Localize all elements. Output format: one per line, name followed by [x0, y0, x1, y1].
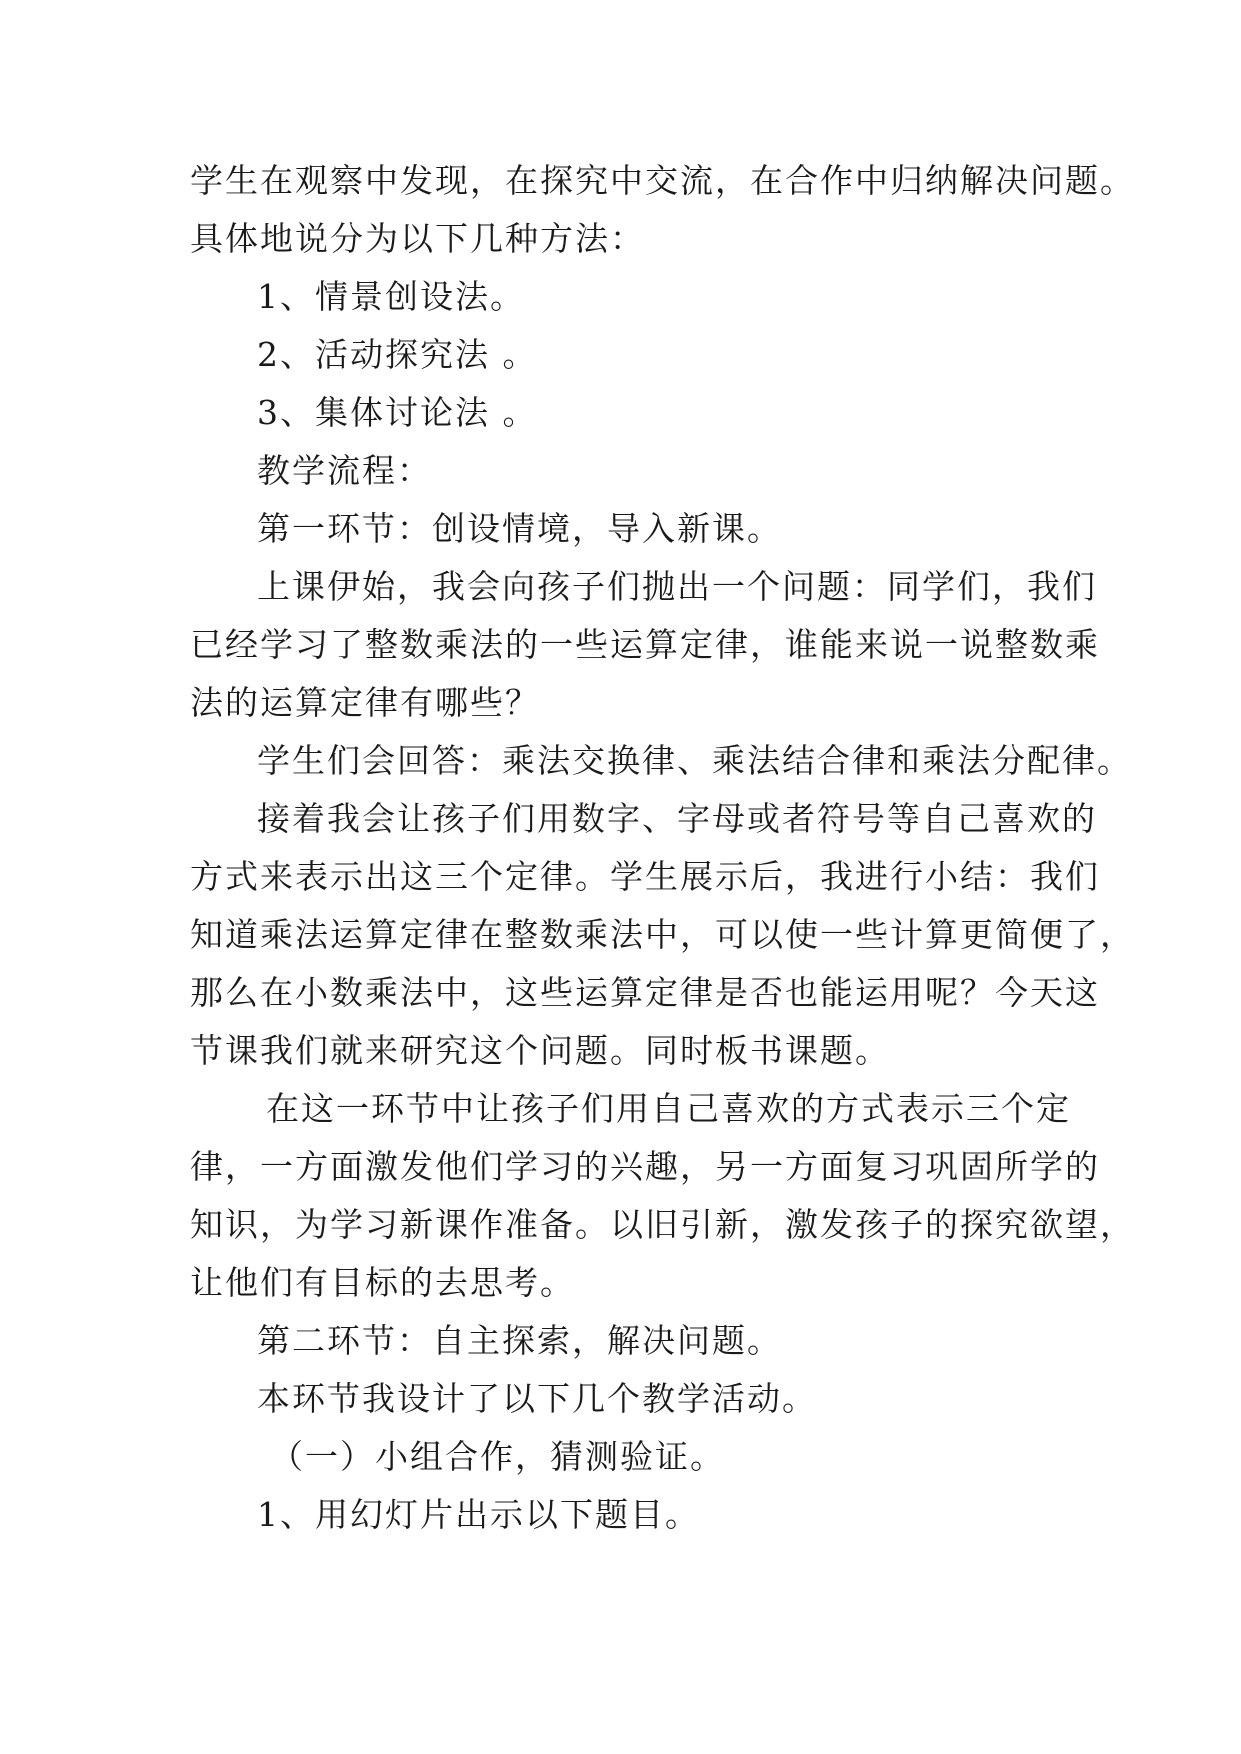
method-item-1: 1、情景创设法。 — [257, 277, 525, 316]
text-line: 已经学习了整数乘法的一些运算定律，谁能来说一说整数乘 — [190, 625, 1100, 664]
text-line: 1、用幻灯片出示以下题目。 — [257, 1495, 700, 1534]
text-line: 知道乘法运算定律在整数乘法中，可以使一些计算更简便了， — [190, 915, 1135, 954]
text-line: 法的运算定律有哪些？ — [190, 683, 540, 722]
text-line: 节课我们就来研究这个问题。同时板书课题。 — [190, 1031, 890, 1070]
method-item-3: 3、集体讨论法 。 — [257, 393, 538, 432]
text-line: 方式来表示出这三个定律。学生展示后，我进行小结：我们 — [190, 857, 1100, 896]
text-line: 本环节我设计了以下几个教学活动。 — [257, 1379, 817, 1418]
text-line: 那么在小数乘法中，这些运算定律是否也能运用呢？今天这 — [190, 973, 1100, 1012]
text-line: 学生们会回答：乘法交换律、乘法结合律和乘法分配律。 — [257, 741, 1132, 780]
text-line: 知识，为学习新课作准备。以旧引新，激发孩子的探究欲望， — [190, 1205, 1135, 1244]
stage-heading-2: 第二环节：自主探索，解决问题。 — [257, 1321, 782, 1360]
text-line: 上课伊始，我会向孩子们抛出一个问题：同学们，我们 — [257, 567, 1097, 606]
text-line: 接着我会让孩子们用数字、字母或者符号等自己喜欢的 — [257, 799, 1097, 838]
text-line: 让他们有目标的去思考。 — [190, 1263, 575, 1302]
section-heading: 教学流程： — [257, 451, 432, 490]
stage-heading-1: 第一环节：创设情境，导入新课。 — [257, 509, 782, 548]
text-line: 具体地说分为以下几种方法： — [190, 219, 645, 258]
sub-heading: （一）小组合作，猜测验证。 — [270, 1437, 725, 1476]
text-line: 律，一方面激发他们学习的兴趣，另一方面复习巩固所学的 — [190, 1147, 1100, 1186]
method-item-2: 2、活动探究法 。 — [257, 335, 538, 374]
text-line: 学生在观察中发现，在探究中交流，在合作中归纳解决问题。 — [190, 161, 1135, 200]
text-line: 在这一环节中让孩子们用自己喜欢的方式表示三个定 — [266, 1089, 1071, 1128]
